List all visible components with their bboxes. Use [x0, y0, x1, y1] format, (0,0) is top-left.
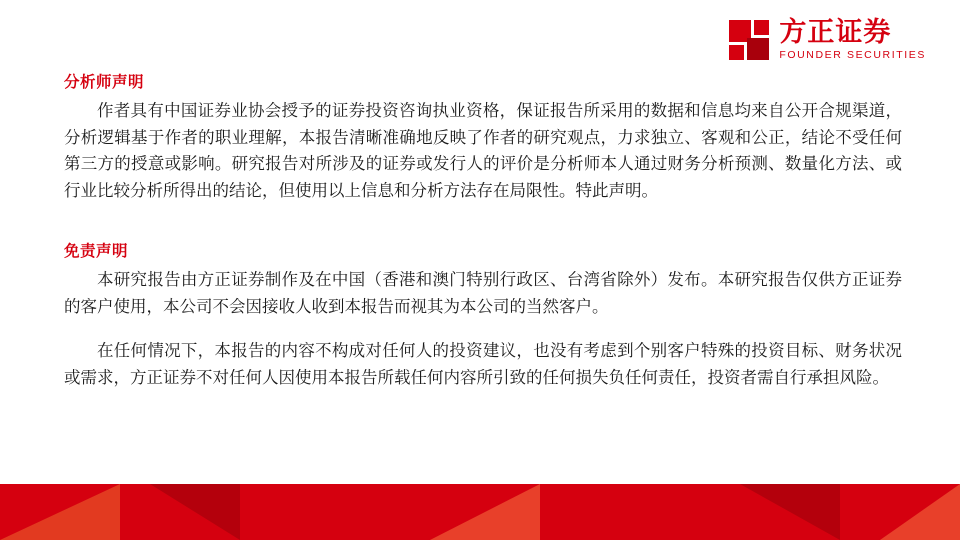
logo-name-en: FOUNDER SECURITIES	[779, 49, 926, 62]
footer-triangle-1	[0, 484, 120, 540]
founder-logo-icon	[729, 20, 769, 60]
footer-triangle-4	[740, 484, 840, 540]
logo-name-cn: 方正证券	[779, 17, 892, 47]
footer-triangle-3	[430, 484, 540, 540]
section-title-analyst-statement: 分析师声明	[64, 74, 145, 91]
disclaimer-content	[64, 70, 902, 392]
company-logo	[729, 18, 926, 61]
paragraph-analyst-statement: 作者具有中国证券业协会授予的证券投资咨询执业资格，保证报告所采用的数据和信息均来自公开合规渠道，分析逻辑基于作者的职业理解，本报告清晰准确地反映了作者的研究观点，力求独立、客观和公正，结论不受任何第三方的授意或影响。研究报告对所涉及的证券或发行人的评价是分析师本人通过财务分析预测、数量化方法、或行业比较分析所得出的结论，但使用以上信息和分析方法存在局限性。特此声明。	[64, 101, 902, 201]
footer-decoration	[0, 484, 960, 540]
paragraph-disclaimer-2: 在任何情况下，本报告的内容不构成对任何人的投资建议，也没有考虑到个别客户特殊的投资目标、财务状况或需求，方正证券不对任何人因使用本报告所载任何内容所引致的任何损失负任何责任，投资者需自行承担风险。	[64, 341, 902, 388]
paragraph-disclaimer-1: 本研究报告由方正证券制作及在中国（香港和澳门特别行政区、台湾省除外）发布。本研究报告仅供方正证券的客户使用，本公司不会因接收人收到本报告而视其为本公司的当然客户。	[64, 269, 902, 316]
footer-triangle-2	[150, 484, 240, 540]
logo-text	[779, 18, 926, 61]
footer-triangle-5	[880, 484, 960, 540]
section-title-disclaimer: 免责声明	[64, 242, 129, 260]
